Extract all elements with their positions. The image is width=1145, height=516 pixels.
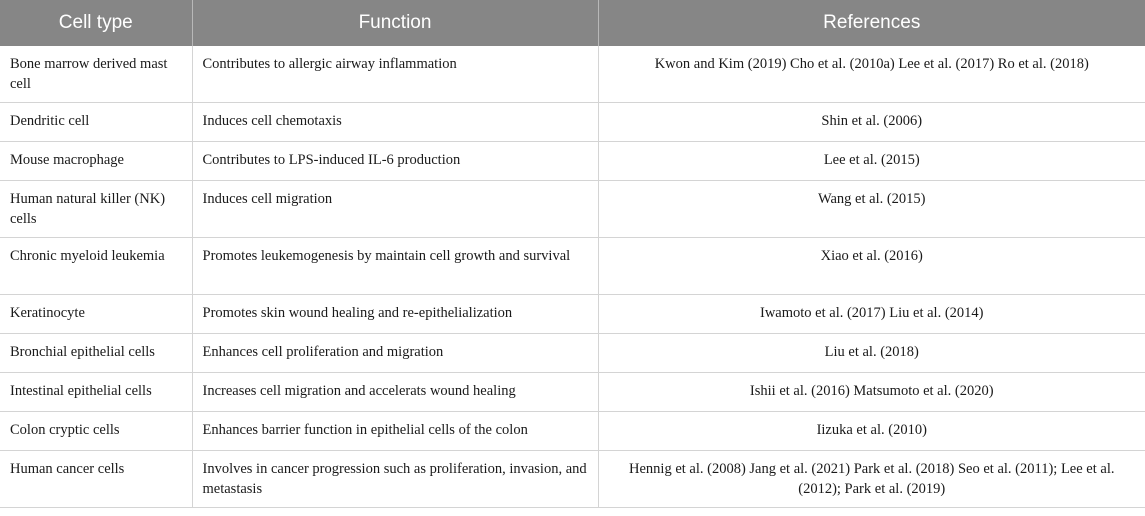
function-cell: Induces cell chemotaxis bbox=[192, 103, 598, 142]
cell-type-cell: Keratinocyte bbox=[0, 295, 192, 334]
table-row bbox=[0, 46, 1145, 103]
function-cell: Involves in cancer progression such as proliferation, invasion, and metastasis bbox=[192, 451, 598, 508]
references-cell: Shin et al. (2006) bbox=[598, 103, 1145, 142]
header-references: References bbox=[598, 0, 1145, 46]
references-cell: Iwamoto et al. (2017) Liu et al. (2014) bbox=[598, 295, 1145, 334]
function-cell: Promotes skin wound healing and re-epithelialization bbox=[192, 295, 598, 334]
cell-type-cell: Human cancer cells bbox=[0, 451, 192, 508]
table-row bbox=[0, 181, 1145, 238]
header-row bbox=[0, 0, 1145, 46]
references-cell: Hennig et al. (2008) Jang et al. (2021) Park et al. (2018) Seo et al. (2011); Lee et al. (2012); Park et al. (2019) bbox=[598, 451, 1145, 508]
table-row bbox=[0, 238, 1145, 295]
references-cell: Lee et al. (2015) bbox=[598, 142, 1145, 181]
table-row bbox=[0, 103, 1145, 142]
table-row bbox=[0, 295, 1145, 334]
table-body bbox=[0, 46, 1145, 508]
table-header bbox=[0, 0, 1145, 46]
function-cell: Increases cell migration and accelerats wound healing bbox=[192, 373, 598, 412]
cell-type-cell: Colon cryptic cells bbox=[0, 412, 192, 451]
function-cell: Enhances barrier function in epithelial cells of the colon bbox=[192, 412, 598, 451]
table-row bbox=[0, 412, 1145, 451]
references-cell: Ishii et al. (2016) Matsumoto et al. (2020) bbox=[598, 373, 1145, 412]
cell-type-cell: Bronchial epithelial cells bbox=[0, 334, 192, 373]
references-cell: Xiao et al. (2016) bbox=[598, 238, 1145, 295]
table-row bbox=[0, 334, 1145, 373]
function-cell: Promotes leukemogenesis by maintain cell growth and survival bbox=[192, 238, 598, 295]
table-row bbox=[0, 142, 1145, 181]
cell-type-cell: Mouse macrophage bbox=[0, 142, 192, 181]
function-cell: Enhances cell proliferation and migration bbox=[192, 334, 598, 373]
table-row bbox=[0, 451, 1145, 508]
header-function: Function bbox=[192, 0, 598, 46]
function-cell: Contributes to LPS-induced IL-6 production bbox=[192, 142, 598, 181]
cell-type-cell: Intestinal epithelial cells bbox=[0, 373, 192, 412]
references-cell: Wang et al. (2015) bbox=[598, 181, 1145, 238]
cell-type-cell: Chronic myeloid leukemia bbox=[0, 238, 192, 295]
header-cell-type: Cell type bbox=[0, 0, 192, 46]
cell-type-cell: Human natural killer (NK) cells bbox=[0, 181, 192, 238]
references-cell: Kwon and Kim (2019) Cho et al. (2010a) Lee et al. (2017) Ro et al. (2018) bbox=[598, 46, 1145, 103]
references-cell: Liu et al. (2018) bbox=[598, 334, 1145, 373]
table-row bbox=[0, 373, 1145, 412]
cell-type-cell: Dendritic cell bbox=[0, 103, 192, 142]
function-cell: Contributes to allergic airway inflammation bbox=[192, 46, 598, 103]
function-cell: Induces cell migration bbox=[192, 181, 598, 238]
references-cell: Iizuka et al. (2010) bbox=[598, 412, 1145, 451]
cell-type-cell: Bone marrow derived mast cell bbox=[0, 46, 192, 103]
